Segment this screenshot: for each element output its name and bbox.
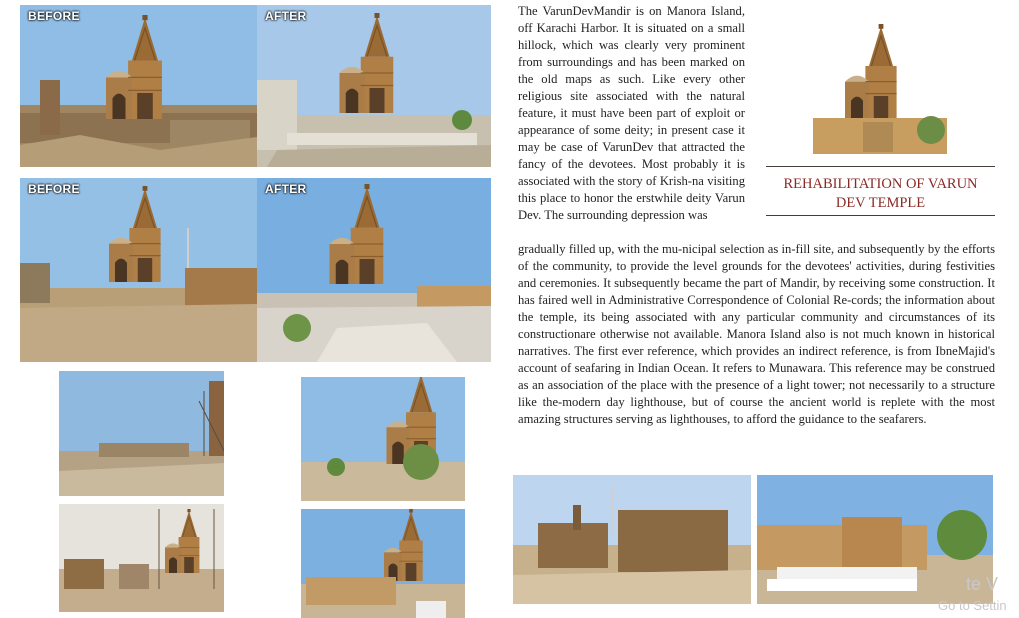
main-paragraph: gradually filled up, with the mu-nicipal selection as in-fill site, and subsequently by the efforts of the community, to provide the level grounds for the devotees' activities, during festivities and ceremonies. It subsequently became the part of Mandir, by receiving some construction. It has faired well in Administrative Correspondence of Colonial Re-cords; the information about the temple, its being associated with any particular community and circumstances of its constructionare otherwise not available. Manora Island also is not much known in historical narratives. The first ever reference, which provides an indirect reference, is from IbneMajid's account of seafaring in Indian Ocean. It refers to Munawara. This reference may be construed as an association of the place with the presence of a light tower; not necessarily to a structure like the-modern day lighthouse, but of course the ancient world is replete with the most amazing structures serving as lighthouses, to afford the guidance to the seafarers. bbox=[518, 242, 995, 426]
before-photo-2 bbox=[20, 178, 257, 362]
construction-photo-1 bbox=[59, 371, 224, 496]
watermark-line-2: Go to Settin bbox=[938, 598, 1007, 613]
watermark-line-1: te V bbox=[966, 574, 999, 594]
after-photo-2 bbox=[257, 178, 491, 362]
temple-thumbnail bbox=[813, 22, 947, 154]
construction-photo-2 bbox=[59, 504, 224, 612]
heading-line-2: DEV TEMPLE bbox=[835, 195, 926, 211]
temple-photo-4 bbox=[301, 509, 465, 618]
heading-line-1: REHABILITATION OF VARUN bbox=[783, 176, 978, 192]
temple-photo-3 bbox=[301, 377, 465, 501]
after-label: AFTER bbox=[265, 182, 307, 196]
before-photo-1 bbox=[20, 5, 257, 167]
intro-paragraph: The VarunDevMandir is on Manora Island, off Karachi Harbor. It is situated on a small hillock, which was clearly very prominent from surroundings and has been marked on the old maps as such. Like every other religious site associated with the natural feature, it must have been part of exploit or appearance of some deity; in present case it may be case of VarunDev that attracted the fancy of the devotees. Most probably it is associated with the story of Krish-na visiting this place to honor the erstwhile deity Varun Dev. The surrounding depression was bbox=[518, 4, 745, 222]
after-photo-1 bbox=[257, 5, 491, 167]
after-label: AFTER bbox=[265, 9, 307, 23]
gate-photo bbox=[757, 475, 993, 604]
section-heading bbox=[766, 166, 995, 216]
before-label: BEFORE bbox=[28, 182, 80, 196]
before-label: BEFORE bbox=[28, 9, 80, 23]
ruins-photo bbox=[513, 475, 751, 604]
